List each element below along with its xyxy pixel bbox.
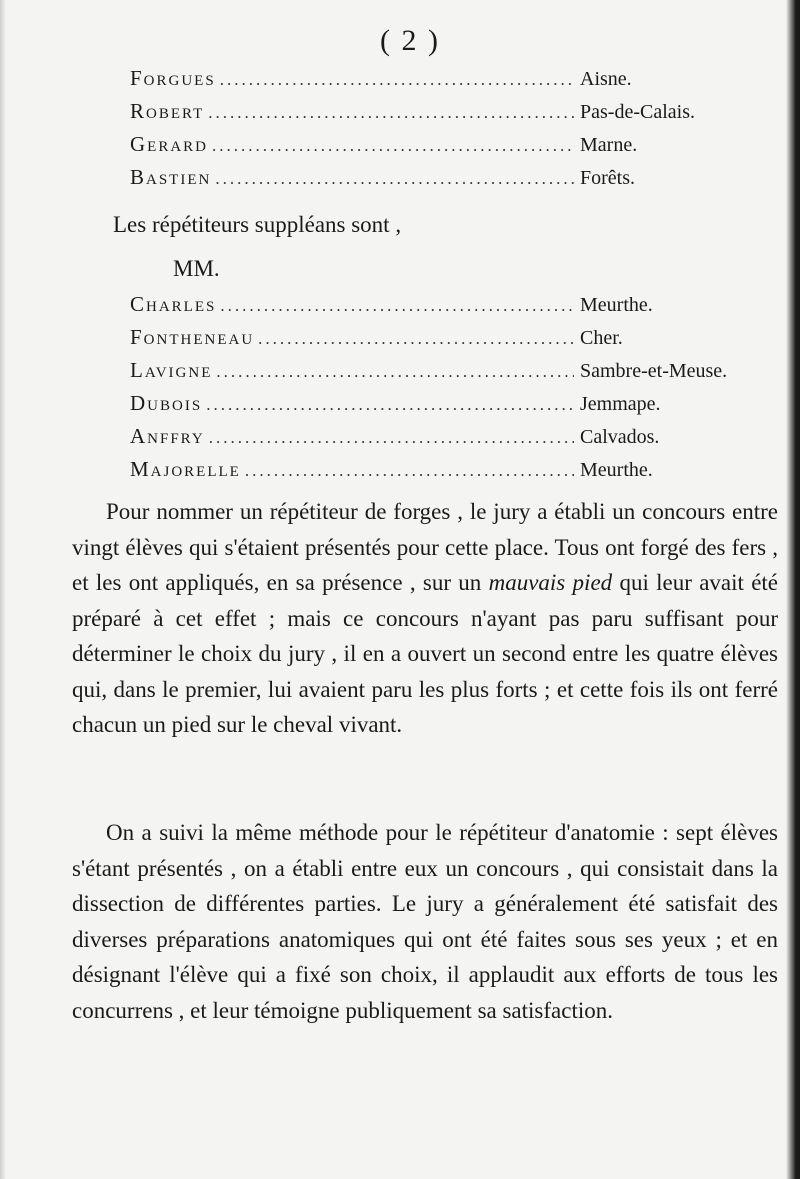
- dot-leader: [258, 329, 574, 349]
- dot-leader: [208, 103, 574, 123]
- repetiteurs-list: [130, 66, 770, 198]
- list-item: [130, 325, 770, 351]
- dot-leader: [212, 136, 574, 156]
- department-name: Jemmape.: [580, 393, 661, 415]
- person-name: Gerard: [130, 132, 209, 156]
- department-name: Meurthe.: [580, 294, 653, 316]
- paragraph-forges: [72, 494, 778, 743]
- person-name: Forgues: [130, 66, 216, 90]
- list-item: [130, 391, 770, 417]
- page-right-edge-shadow: [786, 0, 800, 1179]
- paragraph-forges-text-end: qui leur avait été préparé à cet effet ; mais ce concours n'ayant pas paru suffisant pour déterminer le choix du jury , il en a ouvert un second entre les quatre élèves qui, dans le premier, lui avaient paru les plus forts ; et cette fois ils ont ferré chacun un pied sur le cheval vivant.: [72, 570, 779, 737]
- department-name: Aisne.: [580, 68, 632, 90]
- dot-leader: [215, 169, 574, 189]
- list-item: [130, 292, 770, 318]
- person-name: Robert: [130, 99, 205, 123]
- department-name: Calvados.: [580, 426, 660, 448]
- suppleans-intro: Les répétiteurs suppléans sont ,: [113, 212, 402, 237]
- list-item: [130, 66, 770, 92]
- dot-leader: [216, 362, 574, 382]
- dot-leader: [220, 70, 574, 90]
- person-name: Lavigne: [130, 358, 213, 382]
- italic-term: mauvais pied: [488, 570, 613, 595]
- list-item: [130, 99, 770, 125]
- messieurs-heading: MM.: [173, 256, 220, 281]
- page-left-edge: [0, 0, 6, 1179]
- person-name: Dubois: [130, 391, 203, 415]
- department-name: Sambre-et-Meuse.: [580, 360, 728, 382]
- person-name: Anffry: [130, 424, 205, 448]
- person-name: Charles: [130, 292, 217, 316]
- list-item: [130, 358, 770, 384]
- paragraph-anatomie: On a suivi la même méthode pour le répétiteur d'anatomie : sept élèves s'étant présentés , on a établi entre eux un concours , qui consistait dans la dissection de différentes parties. Le jury a généralement été satisfait des diverses préparations anatomiques qui ont été faites sous ses yeux ; et en désignant l'élève qui a fixé son choix, il applaudit aux efforts de tous les concurrens , et leur témoigne publiquement sa satisfaction.: [72, 820, 778, 1023]
- dot-leader: [209, 428, 574, 448]
- dot-leader: [220, 296, 574, 316]
- department-name: Meurthe.: [580, 459, 653, 481]
- person-name: Bastien: [130, 165, 212, 189]
- department-name: Cher.: [580, 327, 623, 349]
- dot-leader: [245, 461, 574, 481]
- department-name: Forêts.: [580, 167, 635, 189]
- list-item: [130, 457, 770, 483]
- page-number: ( 2 ): [380, 24, 440, 57]
- dot-leader: [206, 395, 574, 415]
- suppleans-list: [130, 292, 770, 490]
- list-item: [130, 165, 770, 191]
- department-name: Marne.: [580, 134, 638, 156]
- list-item: [130, 424, 770, 450]
- department-name: Pas-de-Calais.: [580, 101, 695, 123]
- person-name: Fontheneau: [130, 325, 255, 349]
- list-item: [130, 132, 770, 158]
- paragraph-forges-text: Pour nommer un répétiteur de forges , le jury a établi un concours entre vingt élèves qui s'étaient présentés pour cette place. Tous ont forgé des fers , et les ont appliqués, en sa présence , sur un: [72, 499, 778, 595]
- person-name: Majorelle: [130, 457, 241, 481]
